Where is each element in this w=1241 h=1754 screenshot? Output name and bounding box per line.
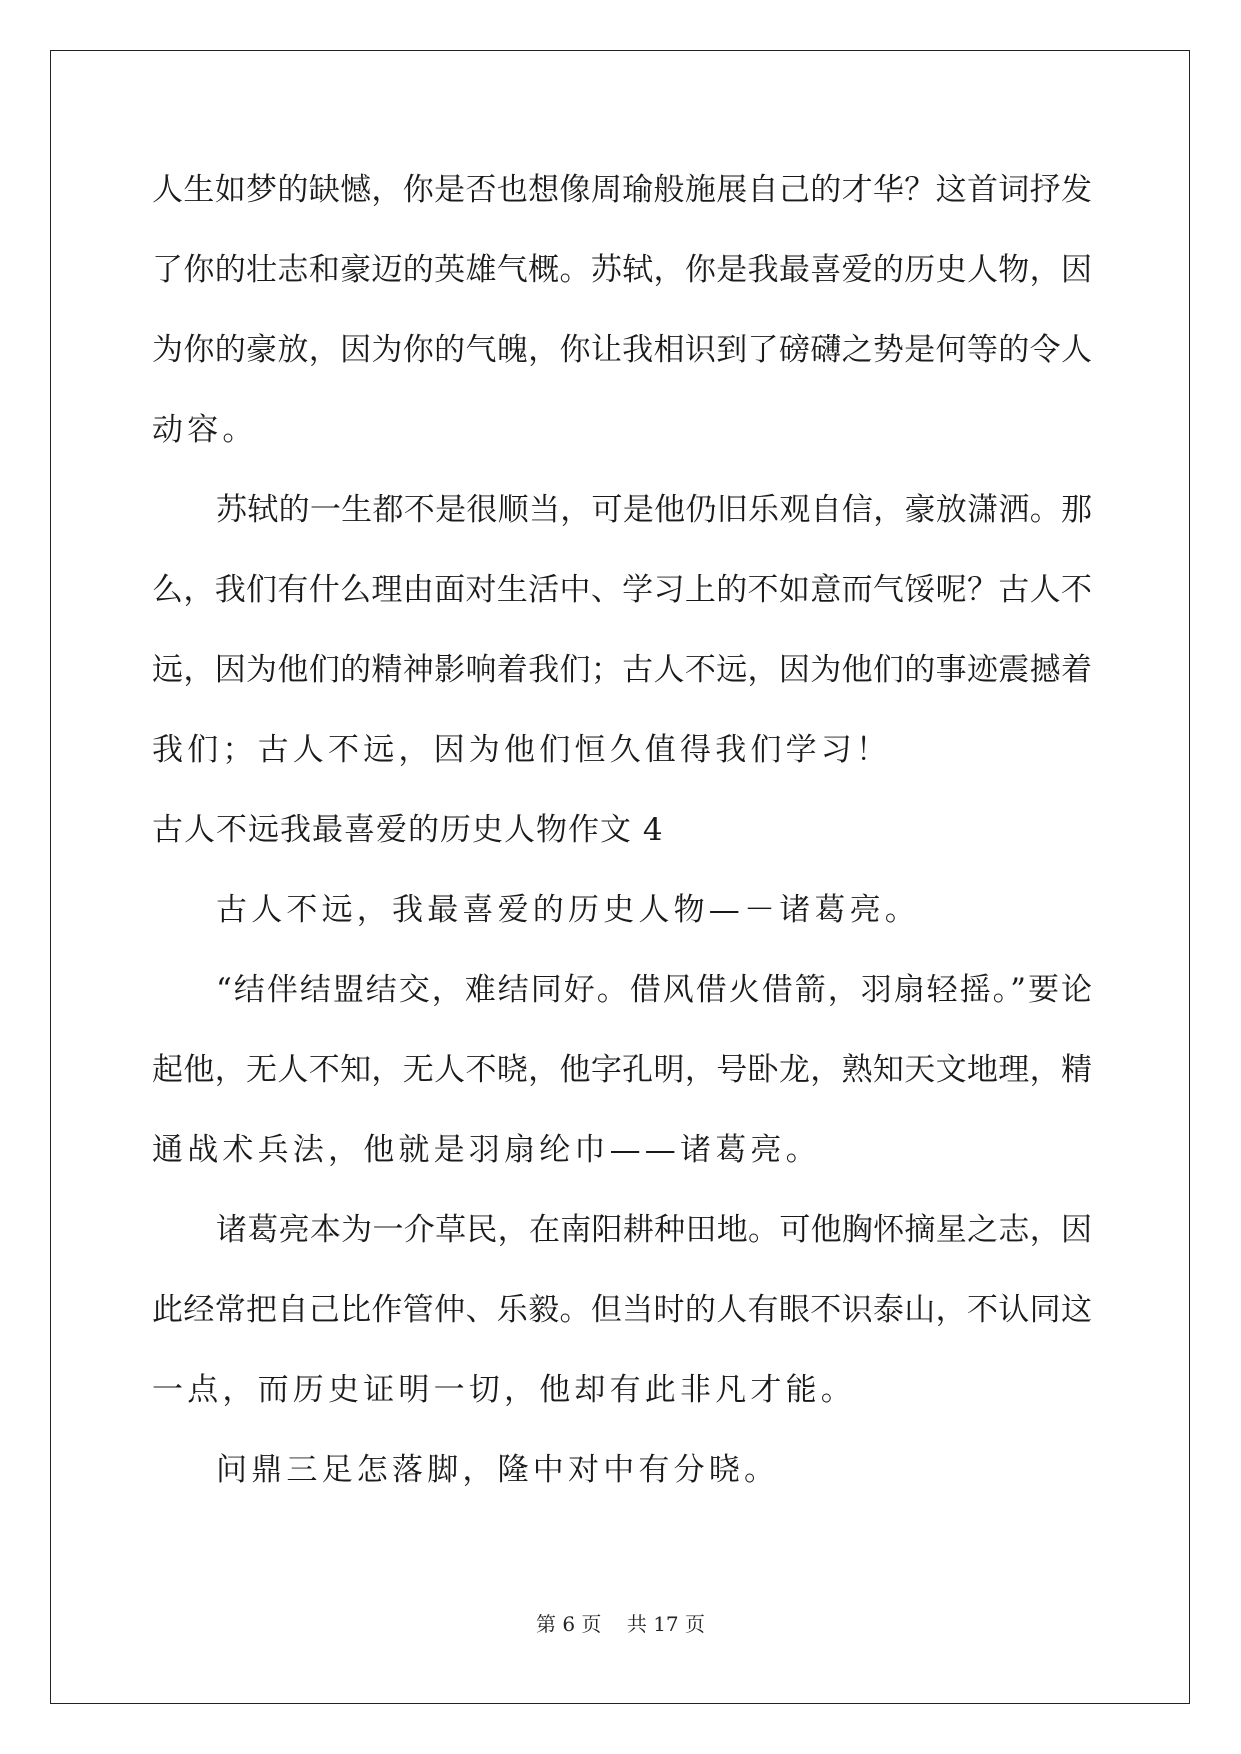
- paragraph-line: 诸葛亮本为一介草民，在南阳耕种田地。可他胸怀摘星之志，因: [216, 1212, 1092, 1248]
- page-number-footer: 第 6 页 共 17 页: [535, 1612, 706, 1636]
- paragraph-line: 起他，无人不知，无人不晓，他字孔明，号卧龙，熟知天文地理，精: [152, 1052, 1092, 1088]
- paragraph-line: 为你的豪放，因为你的气魄，你让我相识到了磅礴之势是何等的令人: [152, 332, 1092, 368]
- paragraph-line: 通战术兵法，他就是羽扇纶巾——诸葛亮。: [152, 1132, 821, 1168]
- paragraph-line: 古人不远，我最喜爱的历史人物—－诸葛亮。: [216, 892, 920, 928]
- paragraph-line: 我们；古人不远，因为他们恒久值得我们学习！: [152, 732, 892, 768]
- paragraph-line: 此经常把自己比作管仲、乐毅。但当时的人有眼不识泰山，不认同这: [152, 1292, 1092, 1328]
- paragraph-line: 一点，而历史证明一切，他却有此非凡才能。: [152, 1372, 856, 1408]
- paragraph-line: 动容。: [152, 412, 258, 448]
- paragraph-line: 苏轼的一生都不是很顺当，可是他仍旧乐观自信，豪放潇洒。那: [216, 492, 1092, 528]
- paragraph-line: “结伴结盟结交，难结同好。借风借火借箭，羽扇轻摇。”要论: [216, 972, 1092, 1008]
- paragraph-line: 么，我们有什么理由面对生活中、学习上的不如意而气馁呢？古人不: [152, 572, 1092, 608]
- paragraph-line: 问鼎三足怎落脚，隆中对中有分晓。: [216, 1452, 780, 1488]
- paragraph-line: 远，因为他们的精神影响着我们；古人不远，因为他们的事迹震撼着: [152, 652, 1092, 688]
- document-body: [152, 150, 1092, 1510]
- paragraph-line: 人生如梦的缺憾，你是否也想像周瑜般施展自己的才华？这首词抒发: [152, 172, 1092, 208]
- paragraph-line: 了你的壮志和豪迈的英雄气概。苏轼，你是我最喜爱的历史人物，因: [152, 252, 1092, 288]
- section-heading: 古人不远我最喜爱的历史人物作文 4: [152, 812, 664, 848]
